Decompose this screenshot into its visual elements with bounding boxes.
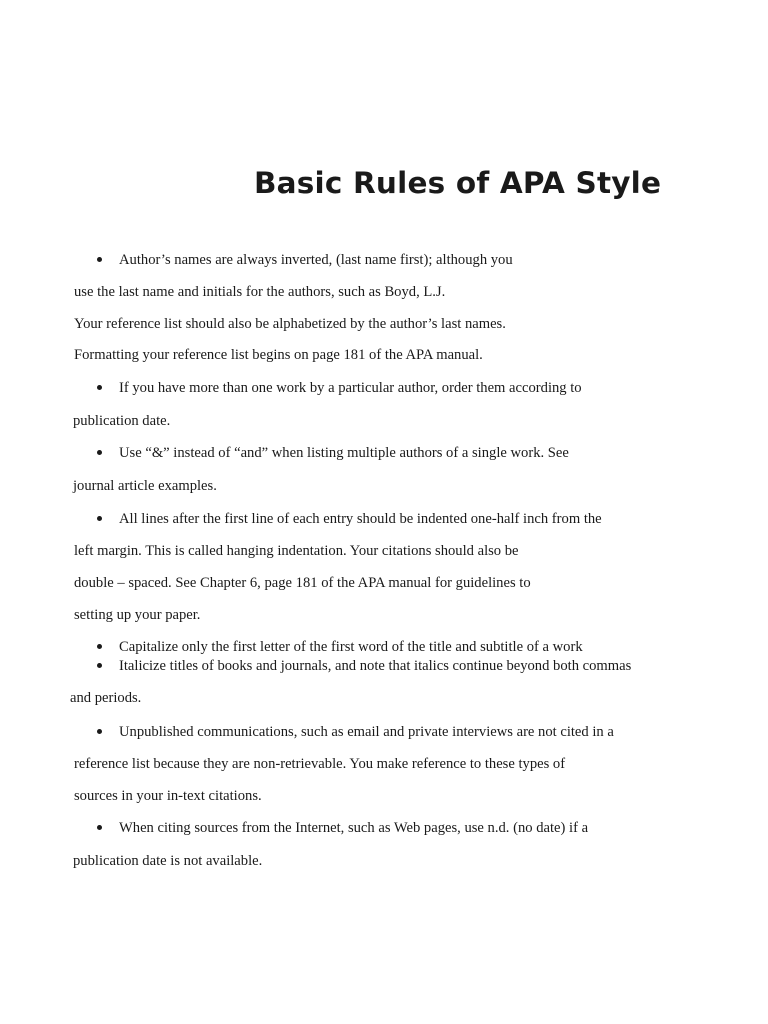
bullet-icon — [97, 257, 102, 262]
text-line: Unpublished communications, such as email and private interviews are not cited in a — [119, 724, 614, 740]
bullet-icon — [97, 644, 102, 649]
text-line: and periods. — [70, 690, 142, 706]
bullet-icon — [97, 450, 102, 455]
text-line: sources in your in-text citations. — [74, 788, 262, 804]
bullet-icon — [97, 663, 102, 668]
bullet-icon — [97, 516, 102, 521]
text-line: Italicize titles of books and journals, and note that italics continue beyond both commas — [119, 658, 632, 674]
text-line: Use “&” instead of “and” when listing multiple authors of a single work. See — [119, 445, 569, 461]
text-line: Formatting your reference list begins on page 181 of the APA manual. — [74, 347, 483, 363]
bullet-icon — [97, 729, 102, 734]
text-line: use the last name and initials for the authors, such as Boyd, L.J. — [74, 284, 446, 300]
bullet-icon — [97, 825, 102, 830]
text-line: setting up your paper. — [74, 607, 201, 623]
text-line: reference list because they are non-retrievable. You make reference to these types of — [74, 756, 566, 772]
page-title: Basic Rules of APA Style — [254, 166, 662, 200]
text-line: publication date is not available. — [73, 853, 263, 869]
text-line: Your reference list should also be alphabetized by the author’s last names. — [74, 316, 506, 332]
text-line: double – spaced. See Chapter 6, page 181 of the APA manual for guidelines to — [74, 575, 531, 591]
text-line: All lines after the first line of each entry should be indented one-half inch from the — [119, 511, 602, 527]
bullet-icon — [97, 385, 102, 390]
text-line: When citing sources from the Internet, such as Web pages, use n.d. (no date) if a — [119, 820, 589, 836]
text-line: journal article examples. — [73, 478, 217, 494]
text-line: If you have more than one work by a particular author, order them according to — [119, 380, 582, 396]
text-line: Capitalize only the first letter of the first word of the title and subtitle of a work — [119, 639, 583, 655]
text-line: Author’s names are always inverted, (last name first); although you — [119, 252, 513, 268]
text-line: publication date. — [73, 413, 171, 429]
text-line: left margin. This is called hanging indentation. Your citations should also be — [74, 543, 519, 559]
